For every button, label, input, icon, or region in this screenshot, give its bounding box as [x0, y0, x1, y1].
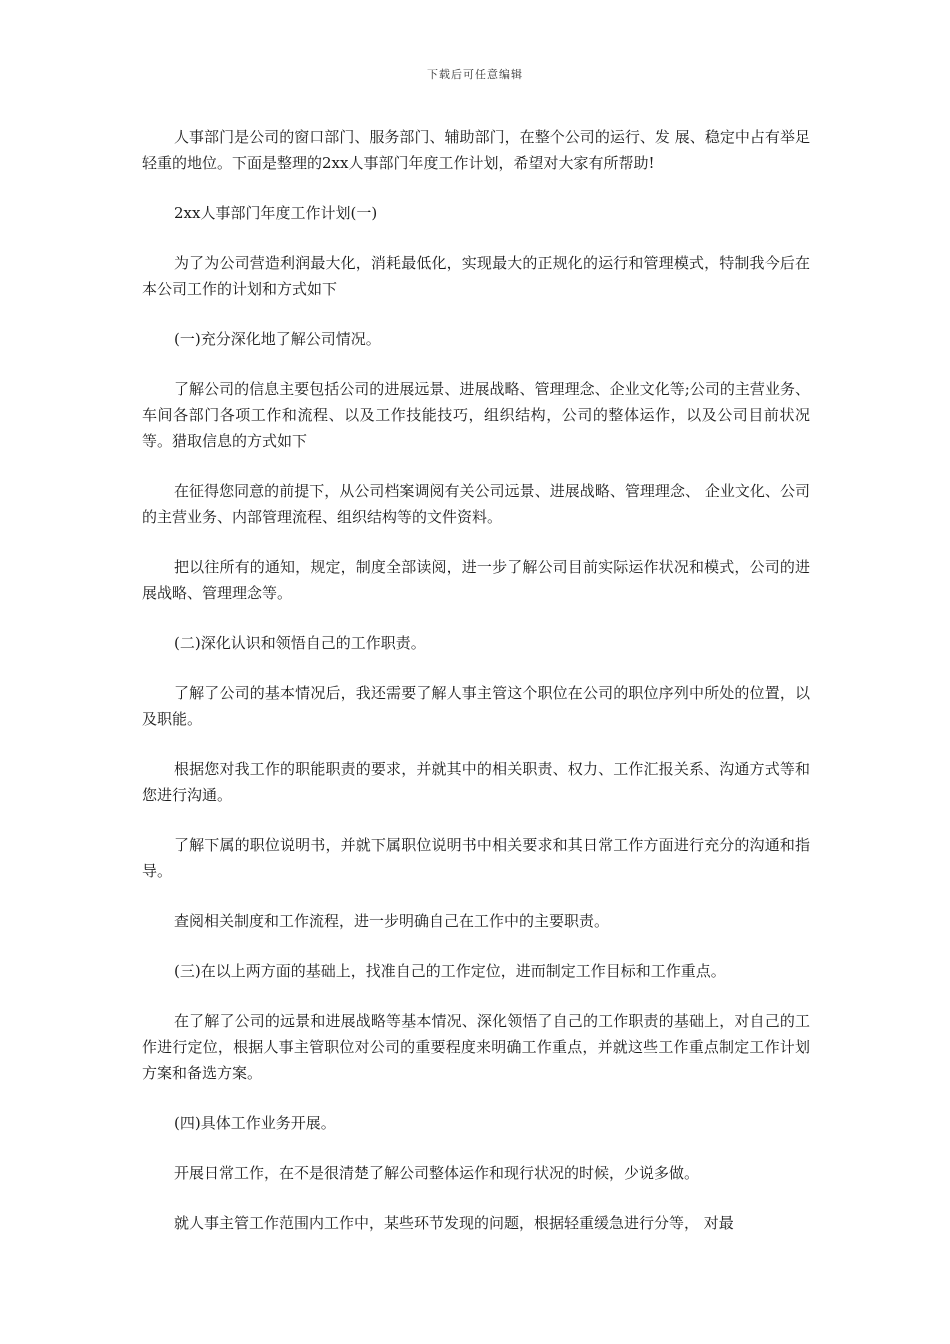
paragraph: 了解了公司的基本情况后，我还需要了解人事主管这个职位在公司的职位序列中所处的位置，以及职能。 — [142, 684, 810, 728]
page-header: 下载后可任意编辑 — [427, 68, 523, 81]
paragraph: 就人事主管工作范围内工作中，某些环节发现的问题，根据轻重缓急进行分等， 对最 — [174, 1214, 734, 1232]
subheading: (一)充分深化地了解公司情况。 — [174, 330, 381, 348]
paragraph: 了解公司的信息主要包括公司的进展远景、进展战略、管理理念、企业文化等;公司的主营业务、车间各部门各项工作和流程、以及工作技能技巧，组织结构，公司的整体运作，以及公司目前状况等。猎取信息的方式如下 — [142, 380, 810, 450]
paragraph: 开展日常工作，在不是很清楚了解公司整体运作和现行状况的时候，少说多做。 — [174, 1164, 700, 1182]
paragraph: 查阅相关制度和工作流程，进一步明确自己在工作中的主要职责。 — [174, 912, 610, 930]
paragraph: 了解下属的职位说明书，并就下属职位说明书中相关要求和其日常工作方面进行充分的沟通和指导。 — [142, 836, 810, 880]
subheading: (四)具体工作业务开展。 — [174, 1114, 336, 1132]
intro-paragraph: 人事部门是公司的窗口部门、服务部门、辅助部门，在整个公司的运行、发 展、稳定中占有举足轻重的地位。下面是整理的2xx人事部门年度工作计划，希望对大家有所帮助! — [142, 128, 810, 172]
subheading: (三)在以上两方面的基础上，找准自己的工作定位，进而制定工作目标和工作重点。 — [174, 962, 726, 980]
paragraph: 在了解了公司的远景和进展战略等基本情况、深化领悟了自己的工作职责的基础上，对自己的工作进行定位，根据人事主管职位对公司的重要程度来明确工作重点，并就这些工作重点制定工作计划方案和备选方案。 — [142, 1012, 810, 1082]
paragraph: 根据您对我工作的职能职责的要求，并就其中的相关职责、权力、工作汇报关系、沟通方式等和您进行沟通。 — [142, 760, 810, 804]
document-body — [142, 124, 810, 1260]
paragraph: 为了为公司营造利润最大化，消耗最低化，实现最大的正规化的运行和管理模式，特制我今后在本公司工作的计划和方式如下 — [142, 254, 810, 298]
paragraph: 把以往所有的通知，规定，制度全部读阅，进一步了解公司目前实际运作状况和模式，公司的进展战略、管理理念等。 — [142, 558, 810, 602]
subheading: (二)深化认识和领悟自己的工作职责。 — [174, 634, 426, 652]
section-title: 2xx人事部门年度工作计划(一) — [174, 204, 378, 222]
paragraph: 在征得您同意的前提下，从公司档案调阅有关公司远景、进展战略、管理理念、 企业文化、公司的主营业务、内部管理流程、组织结构等的文件资料。 — [142, 482, 810, 526]
